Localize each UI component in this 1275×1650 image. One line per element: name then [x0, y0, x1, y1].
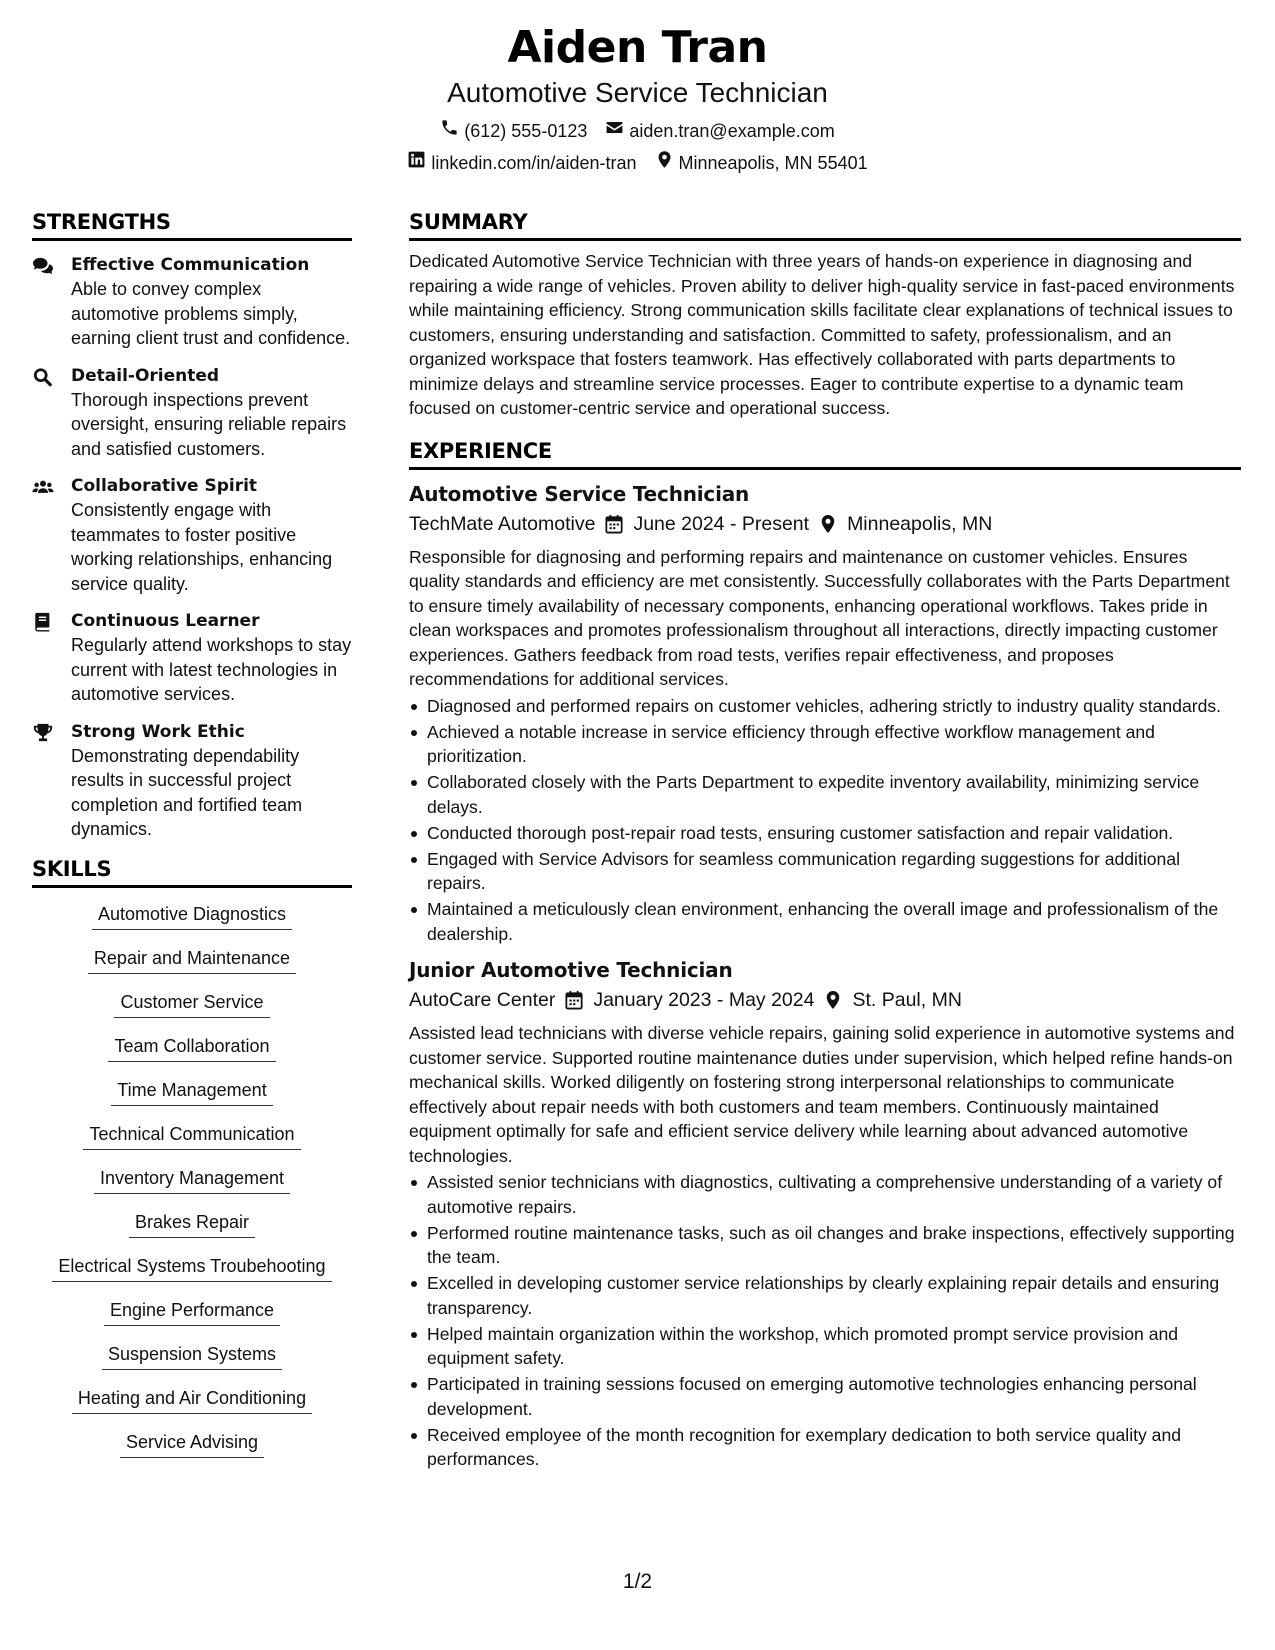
users-icon [32, 474, 71, 596]
job-meta [409, 510, 1241, 538]
bullet-item: Achieved a notable increase in service efficiency through effective workflow management and prioritization. [409, 720, 1241, 769]
page-number: 1/2 [622, 1570, 653, 1593]
strength-item [32, 474, 352, 596]
job-entry [409, 480, 1241, 947]
job-meta [409, 986, 1241, 1014]
calendar-icon [565, 990, 583, 1010]
bullet-item: Performed routine maintenance tasks, such as oil changes and brake inspections, effectively supporting the team. [409, 1221, 1241, 1270]
skill-item: Team Collaboration [108, 1034, 275, 1062]
skills-list [32, 902, 352, 1474]
contact-row-1 [0, 118, 1275, 143]
strength-desc: Regularly attend workshops to stay current with latest technologies in automotive services. [71, 635, 352, 704]
strength-desc: Demonstrating dependability results in successful project completion and fortified team dynamics. [71, 745, 303, 839]
strength-title: Detail-Oriented [71, 365, 220, 386]
location-text: Minneapolis, MN 55401 [678, 152, 868, 173]
envelope-icon [605, 118, 624, 143]
job-company: AutoCare Center [409, 989, 556, 1011]
trophy-icon [32, 720, 71, 842]
summary-heading: SUMMARY [409, 208, 1241, 241]
job-description: Assisted lead technicians with diverse vehicle repairs, gaining solid experience in automotive systems and customer service. Supported routine maintenance duties under supervision, which helped refine hands-on mechanical skills. Worked diligently on fostering strong interpersonal relationships to communicate effectively about repair needs with both customers and team members. Continuously maintained equipment optimally for safe and efficient service delivery while learning about advanced automotive technologies. [409, 1023, 1235, 1166]
strength-item [32, 364, 352, 462]
skill-item: Time Management [111, 1078, 272, 1106]
skill-item: Automotive Diagnostics [92, 902, 292, 930]
skill-item: Technical Communication [83, 1122, 300, 1150]
job-title: Automotive Service Technician [409, 481, 750, 506]
bullet-item: Helped maintain organization within the workshop, which promoted prompt service provision and equipment safety. [409, 1322, 1241, 1371]
strength-title: Strong Work Ethic [71, 721, 245, 742]
skill-item: Customer Service [114, 990, 269, 1018]
strength-item [32, 720, 352, 842]
phone-icon [440, 118, 459, 143]
job-bullets [409, 1170, 1241, 1472]
map-pin-icon [819, 514, 837, 534]
job-title: Junior Automotive Technician [409, 958, 733, 982]
contact-row-2 [0, 150, 1275, 175]
strengths-list [32, 253, 352, 842]
skill-item: Heating and Air Conditioning [72, 1386, 312, 1414]
strength-title: Collaborative Spirit [71, 476, 258, 496]
skills-heading: SKILLS [32, 855, 352, 888]
left-column [32, 208, 352, 1474]
skill-item: Service Advising [120, 1430, 264, 1458]
job-company: TechMate Automotive [409, 512, 596, 535]
map-pin-icon [655, 150, 674, 175]
strengths-heading: STRENGTHS [32, 208, 352, 241]
strength-item [32, 609, 352, 707]
bullet-item: Excelled in developing customer service relationships by clearly explaining repair details and ensuring transparency. [409, 1271, 1241, 1320]
email-text[interactable]: aiden.tran@example.com [629, 120, 835, 141]
linkedin-text[interactable]: linkedin.com/in/aiden-tran [431, 152, 637, 173]
skill-item: Engine Performance [104, 1298, 280, 1326]
resume-header [0, 22, 1275, 175]
linkedin-icon [407, 150, 426, 175]
job-location: Minneapolis, MN [847, 512, 993, 535]
book-icon [32, 609, 71, 707]
bullet-item: Engaged with Service Advisors for seamless communication regarding suggestions for additional repairs. [409, 847, 1241, 896]
skill-item: Brakes Repair [129, 1210, 255, 1238]
summary-text: Dedicated Automotive Service Technician with three years of hands-on experience in diagnosing and repairing a wide range of vehicles. Proven ability to deliver high-quality service in fast-paced environments while maintaining efficiency. Strong communication skills facilitate clear explanations of technical issues to customers, ensuring understanding and satisfaction. Committed to safety, professionalism, and an organized workspace that fosters teamwork. Has effectively collaborated with parts departments to minimize delays and streamline service processes. Eager to contribute expertise to a dynamic team focused on customer-centric service and operational success. [409, 251, 1235, 418]
job-dates: January 2023 - May 2024 [593, 989, 815, 1011]
skill-item: Repair and Maintenance [88, 946, 296, 974]
bullet-item: Assisted senior technicians with diagnostics, cultivating a comprehensive understanding of a variety of automotive repairs. [409, 1170, 1241, 1219]
job-description: Responsible for diagnosing and performing repairs and maintenance on customer vehicles. Ensures quality standards and efficiency are met consistently. Successfully collaborates with the Parts Department to ensure timely availability of necessary components, enhancing operational workflows. Takes pride in clean workspaces and promotes professionalism throughout all interactions, directly impacting customer experiences. Gathers feedback from road tests, verifies repair effectiveness, and proposes recommendations for additional services. [409, 546, 1230, 689]
strength-desc: Able to convey complex automotive problems simply, earning client trust and confidence. [71, 279, 351, 348]
skill-item: Suspension Systems [102, 1342, 282, 1370]
comments-icon [32, 253, 71, 351]
strength-desc: Thorough inspections prevent oversight, ensuring reliable repairs and satisfied customers. [71, 389, 347, 459]
skill-item: Electrical Systems Troubehooting [52, 1254, 331, 1282]
bullet-item: Participated in training sessions focused on emerging automotive technologies enhancing personal development. [409, 1372, 1241, 1421]
contact-linkedin[interactable] [407, 150, 636, 175]
phone-text: (612) 555-0123 [464, 120, 588, 141]
bullet-item: Maintained a meticulously clean environment, enhancing the overall image and professionalism of the dealership. [409, 897, 1241, 946]
calendar-icon [605, 514, 623, 534]
bullet-item: Received employee of the month recognition for exemplary dedication to both service quality and performances. [409, 1423, 1241, 1472]
job-entry [409, 956, 1241, 1472]
bullet-item: Conducted thorough post-repair road tests, ensuring customer satisfaction and repair validation. [409, 821, 1241, 846]
strength-item [32, 253, 352, 351]
job-location: St. Paul, MN [852, 989, 962, 1011]
right-column [409, 208, 1241, 1473]
candidate-title: Automotive Service Technician [447, 77, 828, 108]
map-pin-icon [824, 990, 842, 1010]
contact-location [655, 150, 868, 175]
strength-title: Continuous Learner [71, 611, 260, 631]
bullet-item: Diagnosed and performed repairs on customer vehicles, adhering strictly to industry quality standards. [409, 694, 1241, 719]
candidate-name: Aiden Tran [507, 22, 768, 73]
job-dates: June 2024 - Present [633, 512, 810, 535]
contact-phone [440, 118, 587, 143]
strength-title: Effective Communication [71, 255, 310, 275]
search-icon [32, 364, 71, 462]
experience-heading: EXPERIENCE [409, 437, 1241, 470]
contact-email[interactable] [605, 118, 834, 143]
skill-item: Inventory Management [94, 1166, 290, 1194]
job-bullets [409, 694, 1241, 947]
bullet-item: Collaborated closely with the Parts Department to expedite inventory availability, minimizing service delays. [409, 770, 1241, 819]
strength-desc: Consistently engage with teammates to foster positive working relationships, enhancing service quality. [71, 500, 333, 594]
